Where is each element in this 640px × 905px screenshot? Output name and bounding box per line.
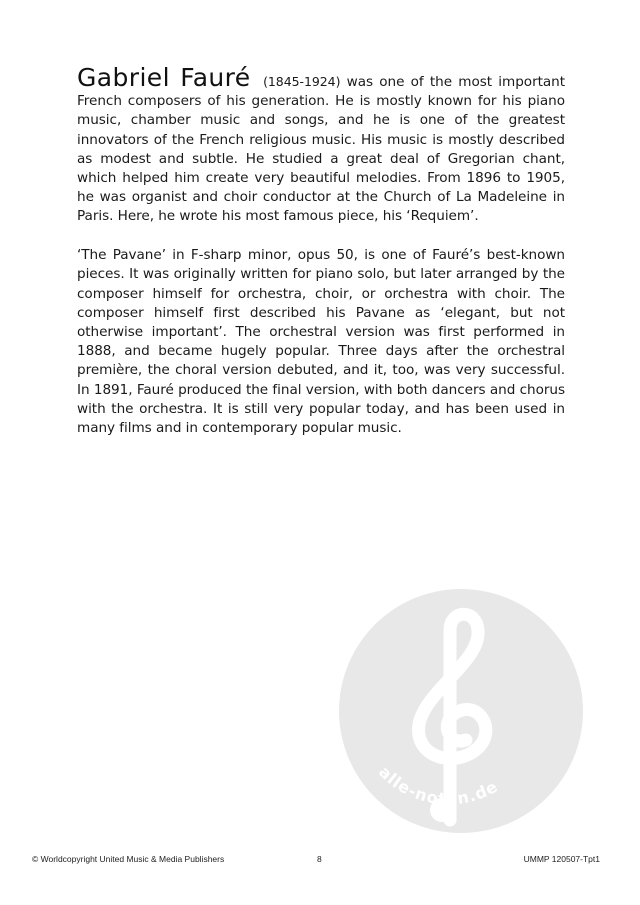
page-footer xyxy=(32,854,600,868)
composer-dates: (1845-1924) xyxy=(263,74,341,89)
paragraph-pavane: ‘The Pavane’ in F-sharp minor, opus 50, is one of Fauré’s best-known pieces. It was originally written for piano solo, but later arranged by the composer himself for orchestra, choir, or orchestra with choir. The composer himself first described his Pavane as ‘elegant, but not otherwise important’. The orchestral version was first performed in 1888, and became hugely popular. Three days after the orchestral première, the choral version debuted, and it, too, was very successful. In 1891, Fauré produced the final version, with both dancers and chorus with the orchestra. It is still very popular today, and has been used in many films and in contemporary popular music. xyxy=(77,247,565,437)
watermark-text: alle-noten.de xyxy=(375,762,502,809)
alle-noten-watermark-logo xyxy=(338,588,584,834)
footer-page-number: 8 xyxy=(317,854,322,864)
footer-catalog-number: UMMP 120507-Tpt1 xyxy=(523,854,600,864)
paragraph-biography xyxy=(77,63,566,227)
biography-text: was one of the most important French composers of his generation. He is mostly known for his piano music, chamber music and songs, and he is one of the greatest innovators of the French religious music. His music is mostly described as modest and subtle. He studied a great deal of Gregorian chant, which helped him create very beautiful melodies. From 1896 to 1905, he was organist and choir conductor at the Church of La Madeleine in Paris. Here, he wrote his most famous piece, his ‘Requiem’. xyxy=(77,74,566,225)
composer-name: Gabriel Fauré xyxy=(77,63,251,92)
article-body xyxy=(77,63,566,438)
footer-copyright: © Worldcopyright United Music & Media Publishers xyxy=(32,854,225,864)
